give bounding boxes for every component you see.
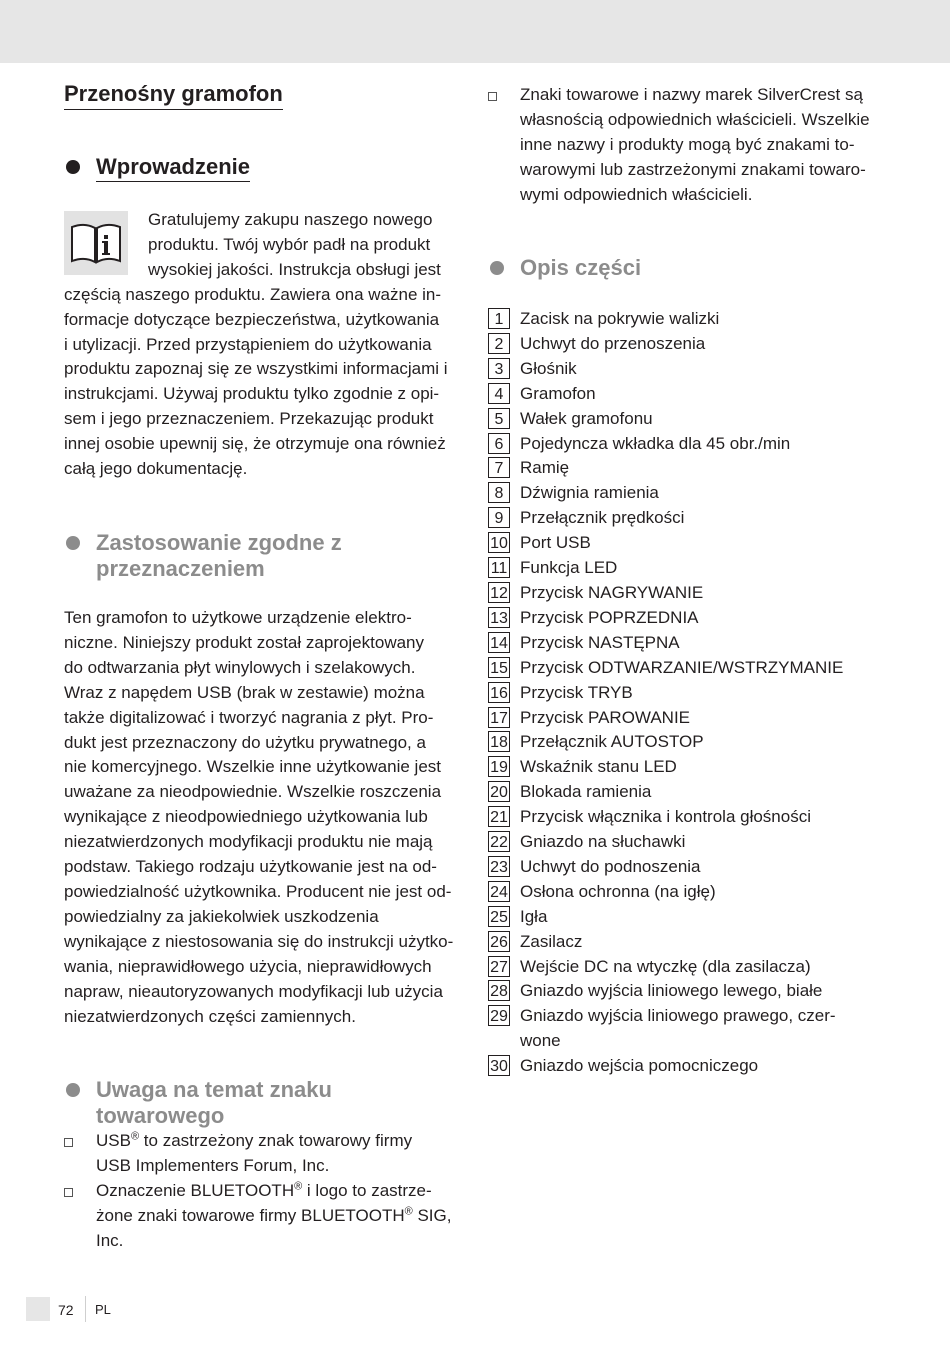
- trademark-text: wymi odpowiednich właścicieli.: [520, 184, 753, 204]
- part-label: Osłona ochronna (na igłę): [520, 881, 716, 901]
- part-number-box: 30: [488, 1055, 510, 1076]
- part-item: [488, 606, 898, 631]
- part-item: [488, 830, 898, 855]
- intro-line: Gratulujemy zakupu naszego nowego: [148, 210, 433, 229]
- usage-line: uważane za nieodpowiednie. Wszelkie roszczenia: [64, 782, 442, 802]
- part-label: Przycisk PAROWANIE: [520, 707, 691, 727]
- usage-heading-line2: przeznaczeniem: [96, 556, 265, 581]
- trademark-text: inne nazwy i produkty mogą być znakami to-: [520, 134, 855, 154]
- trademark-text: Oznaczenie BLUETOOTH: [96, 1180, 295, 1200]
- usage-heading-line1: Zastosowanie zgodne z: [96, 530, 342, 555]
- part-item: [488, 382, 898, 407]
- bullet-dot-icon: [66, 1083, 80, 1097]
- list-item: [64, 1129, 464, 1179]
- trademark-text: i logo to zastrze-: [302, 1180, 432, 1200]
- usage-line: powiedzialny za jakiekolwiek uszkodzenia: [64, 906, 379, 926]
- part-number-box: 19: [488, 756, 510, 777]
- part-number-box: 23: [488, 856, 510, 877]
- part-label: Gniazdo na słuchawki: [520, 832, 686, 852]
- part-item: [488, 631, 898, 656]
- part-item: [488, 531, 898, 556]
- part-item: [488, 357, 898, 382]
- part-item: [488, 780, 898, 805]
- usage-line: powiedzialność użytkownika. Producent nie jest od-: [64, 881, 452, 901]
- part-item: [488, 805, 898, 830]
- usage-line: wynikające z nieodpowiedniego użytkowania lub: [64, 807, 428, 827]
- part-item: [488, 905, 898, 930]
- section-heading-intro: [64, 154, 464, 182]
- trademark-text: żone znaki towarowe firmy BLUETOOTH: [96, 1205, 405, 1225]
- intro-line: wysokiej jakości. Instrukcja obsługi jest: [148, 259, 441, 279]
- part-item: [488, 481, 898, 506]
- part-number-box: 4: [488, 383, 510, 404]
- intro-heading: Wprowadzenie: [96, 154, 250, 182]
- part-label: Zasilacz: [520, 931, 583, 951]
- intro-line: sem i jego przeznaczeniem. Przekazując produkt: [64, 409, 434, 429]
- part-number-box: 12: [488, 582, 510, 603]
- trademark-text: USB: [96, 1131, 131, 1150]
- usage-line: także digitalizować i tworzyć nagrania z płyt. Pro-: [64, 707, 434, 727]
- part-number-box: 15: [488, 657, 510, 678]
- intro-text-wrapped: [148, 208, 468, 283]
- part-label: Uchwyt do przenoszenia: [520, 333, 706, 353]
- intro-line: instrukcjami. Używaj produktu tylko zgodnie z opi-: [64, 384, 440, 404]
- usage-line: wynikające z niestosowania się do instrukcji użytko-: [64, 931, 454, 951]
- part-number-box: 6: [488, 433, 510, 454]
- registered-mark: ®: [130, 1130, 140, 1143]
- part-number-box: 25: [488, 906, 510, 927]
- usage-text: [64, 606, 464, 1029]
- part-item: [488, 681, 898, 706]
- intro-line: całą jego dokumentację.: [64, 459, 248, 479]
- part-item: [488, 730, 898, 755]
- trademark-heading-line1: Uwaga na temat znaku: [96, 1077, 332, 1102]
- usage-line: wania, nieprawidłowego użycia, nieprawidłowych: [64, 956, 432, 976]
- part-label: Przycisk TRYB: [520, 682, 633, 702]
- part-label: Gniazdo wyjścia liniowego prawego, czer-: [520, 1006, 836, 1026]
- part-label: Uchwyt do podnoszenia: [520, 856, 701, 876]
- section-heading-parts: [488, 255, 898, 281]
- language-code: PL: [95, 1302, 111, 1317]
- trademark-heading-line2: towarowego: [96, 1103, 225, 1128]
- bullet-dot-icon: [490, 261, 504, 275]
- part-number-box: 27: [488, 956, 510, 977]
- part-number-box: 3: [488, 358, 510, 379]
- intro-line: i utylizacji. Przed przystąpieniem do użytkowania: [64, 334, 432, 354]
- part-label: Głośnik: [520, 358, 577, 378]
- part-item: [488, 1004, 898, 1054]
- part-number-box: 20: [488, 781, 510, 802]
- part-label: Wejście DC na wtyczkę (dla zasilacza): [520, 956, 811, 976]
- part-label: Przełącznik prędkości: [520, 508, 685, 528]
- part-item: [488, 407, 898, 432]
- part-item: [488, 456, 898, 481]
- part-number-box: 7: [488, 457, 510, 478]
- part-label: Gramofon: [520, 383, 596, 403]
- part-item: [488, 880, 898, 905]
- part-number-box: 5: [488, 408, 510, 429]
- intro-line: produktu. Twój wybór padł na produkt: [148, 234, 431, 254]
- trademark-text: SIG,: [412, 1205, 452, 1225]
- usage-line: Wraz z napędem USB (brak w zestawie) można: [64, 682, 425, 702]
- trademark-list-continued: [488, 83, 898, 208]
- part-item: [488, 1054, 898, 1079]
- part-label: Przycisk włącznika i kontrola głośności: [520, 807, 811, 827]
- part-label: Zacisk na pokrywie walizki: [520, 309, 720, 328]
- usage-line: niezatwierdzonych modyfikacji produktu nie mają: [64, 832, 433, 852]
- usage-line: niczne. Niniejszy produkt został zaprojektowany: [64, 632, 425, 652]
- part-number-box: 17: [488, 707, 510, 728]
- bullet-dot-icon: [66, 160, 80, 174]
- part-number-box: 8: [488, 482, 510, 503]
- part-item: [488, 706, 898, 731]
- intro-line: produktu zapoznaj się ze wszystkimi informacjami i: [64, 359, 448, 379]
- part-label: Wałek gramofonu: [520, 408, 653, 428]
- part-label: Pojedyncza wkładka dla 45 obr./min: [520, 433, 791, 453]
- footer-divider: [85, 1296, 86, 1322]
- part-item: [488, 930, 898, 955]
- part-item: [488, 581, 898, 606]
- part-label: Ramię: [520, 458, 570, 478]
- trademark-text: warowymi lub zastrzeżonymi znakami towaro-: [520, 159, 866, 179]
- part-label: Przycisk ODTWARZANIE/WSTRZYMANIE: [520, 657, 844, 677]
- registered-mark: ®: [404, 1205, 413, 1218]
- part-label: Port USB: [520, 533, 591, 553]
- parts-heading: Opis części: [520, 255, 642, 280]
- bullet-dot-icon: [66, 536, 80, 550]
- part-number-box: 26: [488, 931, 510, 952]
- part-item: [488, 955, 898, 980]
- section-heading-usage: [64, 530, 464, 582]
- part-label: Gniazdo wyjścia liniowego lewego, białe: [520, 981, 823, 1001]
- part-label: Gniazdo wejścia pomocniczego: [520, 1056, 759, 1076]
- part-number-box: 13: [488, 607, 510, 628]
- trademark-text: USB Implementers Forum, Inc.: [96, 1155, 330, 1175]
- part-item: [488, 506, 898, 531]
- part-label: Przycisk NASTĘPNA: [520, 632, 680, 652]
- part-item: [488, 432, 898, 457]
- intro-line: częścią naszego produktu. Zawiera ona ważne in-: [64, 284, 442, 304]
- part-item: [488, 307, 898, 332]
- registered-mark: ®: [294, 1180, 303, 1193]
- part-item: [488, 755, 898, 780]
- part-label: Igła: [520, 906, 548, 926]
- trademark-text: to zastrzeżony znak towarowy firmy: [139, 1131, 413, 1150]
- usage-line: niezatwierdzonych części zamiennych.: [64, 1006, 356, 1026]
- part-item: [488, 855, 898, 880]
- part-label: Blokada ramienia: [520, 782, 652, 802]
- usage-line: podstaw. Takiego rodzaju użytkowanie jest na od-: [64, 857, 437, 877]
- part-label: Wskaźnik stanu LED: [520, 757, 677, 777]
- part-number-box: 16: [488, 682, 510, 703]
- trademark-text: Inc.: [96, 1230, 124, 1250]
- page-title: Przenośny gramofon: [64, 80, 283, 110]
- part-label: Przycisk NAGRYWANIE: [520, 582, 704, 602]
- part-number-box: 9: [488, 507, 510, 528]
- usage-line: dukt jest przeznaczony do użytku prywatnego, a: [64, 732, 426, 752]
- part-number-box: 28: [488, 980, 510, 1001]
- trademark-list: [64, 1129, 464, 1254]
- part-number-box: 2: [488, 333, 510, 354]
- part-number-box: 22: [488, 831, 510, 852]
- list-item: [488, 83, 898, 208]
- part-item: [488, 556, 898, 581]
- list-item: [64, 1179, 464, 1254]
- square-bullet-icon: [64, 1188, 73, 1197]
- info-manual-icon: [64, 211, 128, 275]
- usage-line: do odtwarzania płyt winylowych i szelakowych.: [64, 657, 416, 677]
- intro-line: innej osobie upewnij się, że otrzymuje ona również: [64, 434, 446, 454]
- page-marker: [26, 1297, 50, 1321]
- part-number-box: 10: [488, 532, 510, 553]
- usage-line: nie komercyjnego. Wszelkie inne użytkowanie jest: [64, 757, 442, 777]
- section-heading-trademark: [64, 1077, 464, 1129]
- part-number-box: 24: [488, 881, 510, 902]
- intro-line: formacje dotyczące bezpieczeństwa, użytkowania: [64, 309, 440, 329]
- square-bullet-icon: [488, 92, 497, 101]
- square-bullet-icon: [64, 1138, 73, 1147]
- intro-text: [64, 283, 464, 482]
- part-label: Przełącznik AUTOSTOP: [520, 732, 704, 752]
- part-label: Funkcja LED: [520, 558, 618, 578]
- page-number: 72: [58, 1302, 74, 1318]
- trademark-text: Znaki towarowe i nazwy marek SilverCrest są: [520, 85, 863, 104]
- part-number-box: 14: [488, 632, 510, 653]
- trademark-text: własnością odpowiednich właścicieli. Wszelkie: [520, 109, 870, 129]
- header-band: [0, 0, 950, 63]
- part-number-box: 11: [488, 557, 510, 578]
- part-label-continued: wone: [520, 1031, 561, 1051]
- part-number-box: 18: [488, 731, 510, 752]
- part-number-box: 29: [488, 1005, 510, 1026]
- part-number-box: 21: [488, 806, 510, 827]
- usage-line: napraw, nieautoryzowanych modyfikacji lub użycia: [64, 981, 443, 1001]
- usage-line: Ten gramofon to użytkowe urządzenie elektro-: [64, 608, 412, 627]
- part-item: [488, 656, 898, 681]
- part-number-box: 1: [488, 308, 510, 329]
- part-label: Dźwignia ramienia: [520, 483, 659, 503]
- part-item: [488, 332, 898, 357]
- part-label: Przycisk POPRZEDNIA: [520, 607, 699, 627]
- part-item: [488, 979, 898, 1004]
- parts-list: [488, 307, 898, 1079]
